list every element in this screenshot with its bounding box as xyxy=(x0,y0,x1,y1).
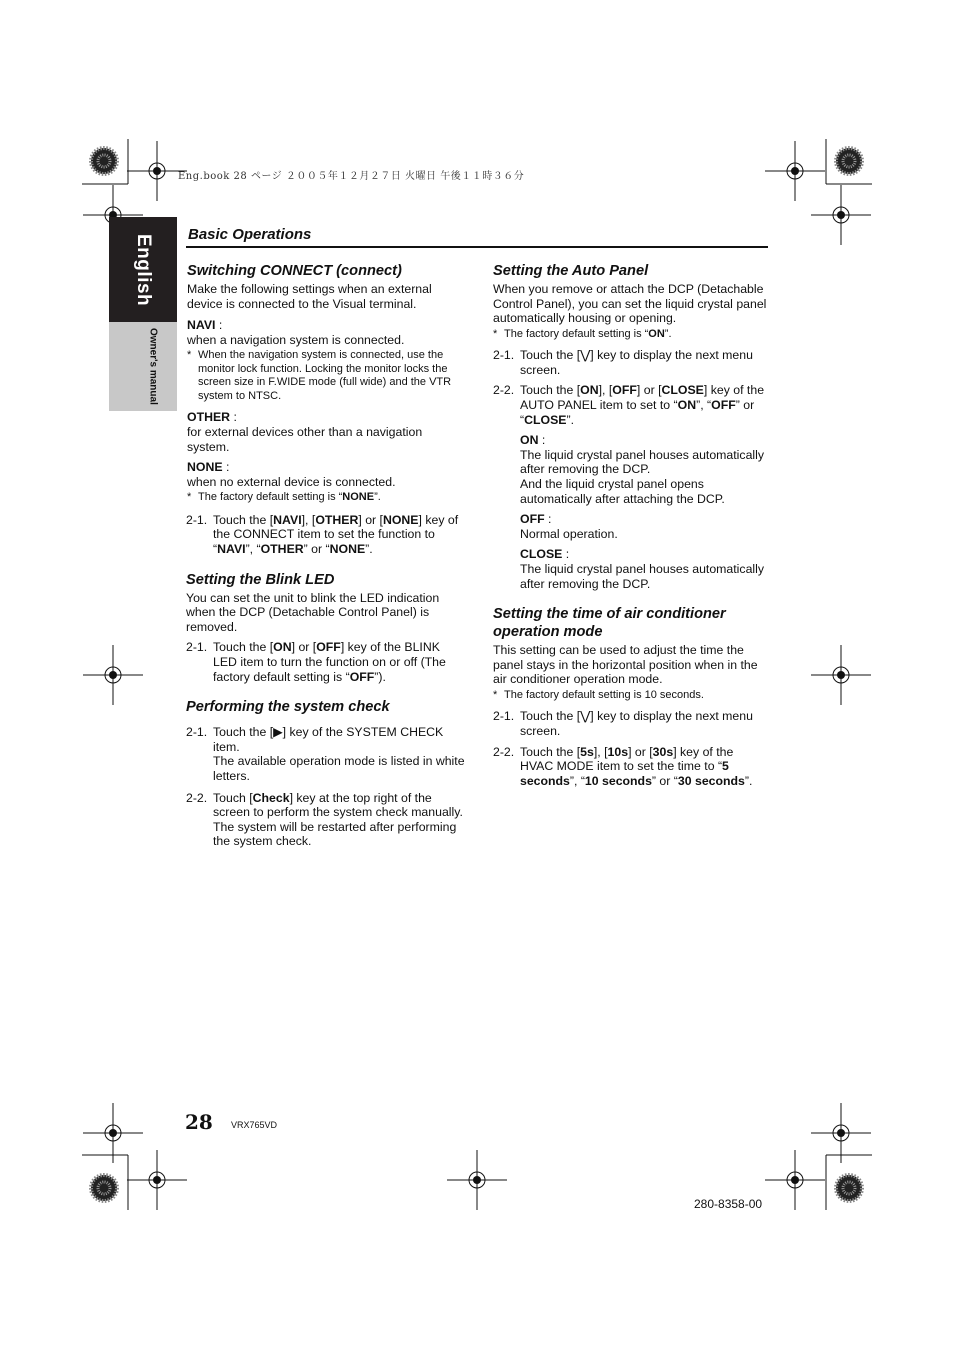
registration-mark xyxy=(811,645,871,705)
asterisk-icon: * xyxy=(187,349,192,362)
none-option: NONE : xyxy=(187,460,230,475)
air-default-note: * The factory default setting is 10 seconds. xyxy=(493,688,704,701)
navi-note xyxy=(187,349,465,403)
air-step-1: 2-1. Touch the [⋁] key to display the next menu screen. xyxy=(493,709,753,739)
air-intro: This setting can be used to adjust the time the panel stays in the horizontal position when in the air conditioner operation mode. xyxy=(493,643,758,687)
auto-step-2: 2-2. Touch the [ON], [OFF] or [CLOSE] key of the AUTO PANEL item to set to “ON”, “OFF” or “CLOSE”. xyxy=(493,383,765,427)
air-step-2: 2-2. Touch the [5s], [10s] or [30s] key of the HVAC MODE item to set the time to “5 seconds”, “10 seconds” or “30 seconds”. xyxy=(493,744,753,788)
section-title: Basic Operations xyxy=(188,226,312,243)
registration-mark xyxy=(765,141,825,201)
registration-mark xyxy=(765,1150,825,1210)
manual-tab-label: Owner's manual xyxy=(147,327,159,405)
other-label: OTHER xyxy=(187,410,231,425)
document-number: 280-8358-00 xyxy=(694,1197,763,1211)
left-column xyxy=(187,262,465,849)
right-column xyxy=(493,262,769,788)
auto-off-option: OFF : Normal operation. xyxy=(520,512,618,541)
auto-panel-intro: When you remove or attach the DCP (Detachable Control Panel), you can set the liquid crystal panel automatically housing or opening. xyxy=(493,282,767,326)
check-step-1: 2-1. Touch the [▶] key of the SYSTEM CHECK item. The available operation mode is listed in white letters. xyxy=(186,725,465,783)
auto-step-1: 2-1. Touch the [⋁] key to display the next menu screen. xyxy=(493,348,753,377)
connect-step: 2-1. Touch the [NAVI], [OTHER] or [NONE] key of the CONNECT item to set the function to “NAVI”, “OTHER” or “NONE”. xyxy=(186,512,459,557)
auto-panel-heading: Setting the Auto Panel xyxy=(493,263,649,279)
auto-default-note: * The factory default setting is “ON”. xyxy=(493,327,672,340)
registration-mark xyxy=(127,1150,187,1210)
auto-on-option: ON : The liquid crystal panel houses automatically after removing the DCP. And the liquid crystal panel opens automatically after attaching the DCP. xyxy=(520,433,765,506)
connect-intro: Make the following settings when an external device is connected to the Visual terminal. xyxy=(187,282,432,311)
registration-mark xyxy=(811,1103,871,1163)
registration-mark xyxy=(811,185,871,245)
blink-heading: Setting the Blink LED xyxy=(186,571,335,588)
auto-close-option: CLOSE : The liquid crystal panel houses automatically after removing the DCP. xyxy=(520,547,765,591)
none-text: when no external device is connected. xyxy=(187,474,396,489)
registration-mark xyxy=(447,1150,507,1210)
other-text: for external devices other than a navigation system. xyxy=(187,424,423,454)
model-number: VRX765VD xyxy=(231,1120,278,1130)
double-chevron-down-icon: ⋁ xyxy=(580,348,591,363)
air-heading: Setting the time of air conditioner operation mode xyxy=(493,606,726,641)
registration-mark xyxy=(83,1103,143,1163)
navi-label: NAVI xyxy=(187,318,216,333)
check-heading: Performing the system check xyxy=(186,699,390,716)
right-arrow-icon: ▶ xyxy=(273,725,283,740)
check-step-2: 2-2. Touch [Check] key at the top right of the screen to perform the system check manually. The system will be restarted after performing the system check. xyxy=(186,790,463,849)
asterisk-icon: * xyxy=(187,491,192,504)
print-header-line: Eng.book 28 ページ ２００５年１２月２７日 火曜日 午後１１時３６分 xyxy=(178,171,525,182)
navi-note-text: When the navigation system is connected, use the monitor lock function. Locking the monitor locks the screen size in F.WIDE mode (full wide) and the VTR system to NTSC. xyxy=(198,349,452,402)
star-target-mark xyxy=(91,1175,117,1201)
page-number: 28 xyxy=(185,1110,213,1134)
star-target-mark xyxy=(91,148,117,174)
navi-option: NAVI : xyxy=(187,318,223,333)
navi-text: when a navigation system is connected. xyxy=(187,332,405,347)
connect-default-note: * The factory default setting is “NONE”. xyxy=(187,491,381,504)
registration-mark xyxy=(83,645,143,705)
language-tab-label: English xyxy=(133,233,154,307)
asterisk-icon: * xyxy=(493,688,498,701)
connect-heading: Switching CONNECT (connect) xyxy=(187,263,402,279)
asterisk-icon: * xyxy=(493,327,498,340)
section-rule xyxy=(186,246,768,248)
double-chevron-down-icon: ⋁ xyxy=(580,709,591,724)
star-target-mark xyxy=(836,1175,862,1201)
other-option: OTHER : xyxy=(187,410,237,425)
none-label: NONE xyxy=(187,460,223,475)
star-target-mark xyxy=(836,148,862,174)
blink-intro: You can set the unit to blink the LED indication when the DCP (Detachable Control Panel) is removed. xyxy=(186,590,440,634)
blink-step: 2-1. Touch the [ON] or [OFF] key of the BLINK LED item to turn the function on or off (The factory default setting is “OFF”). xyxy=(186,640,446,684)
